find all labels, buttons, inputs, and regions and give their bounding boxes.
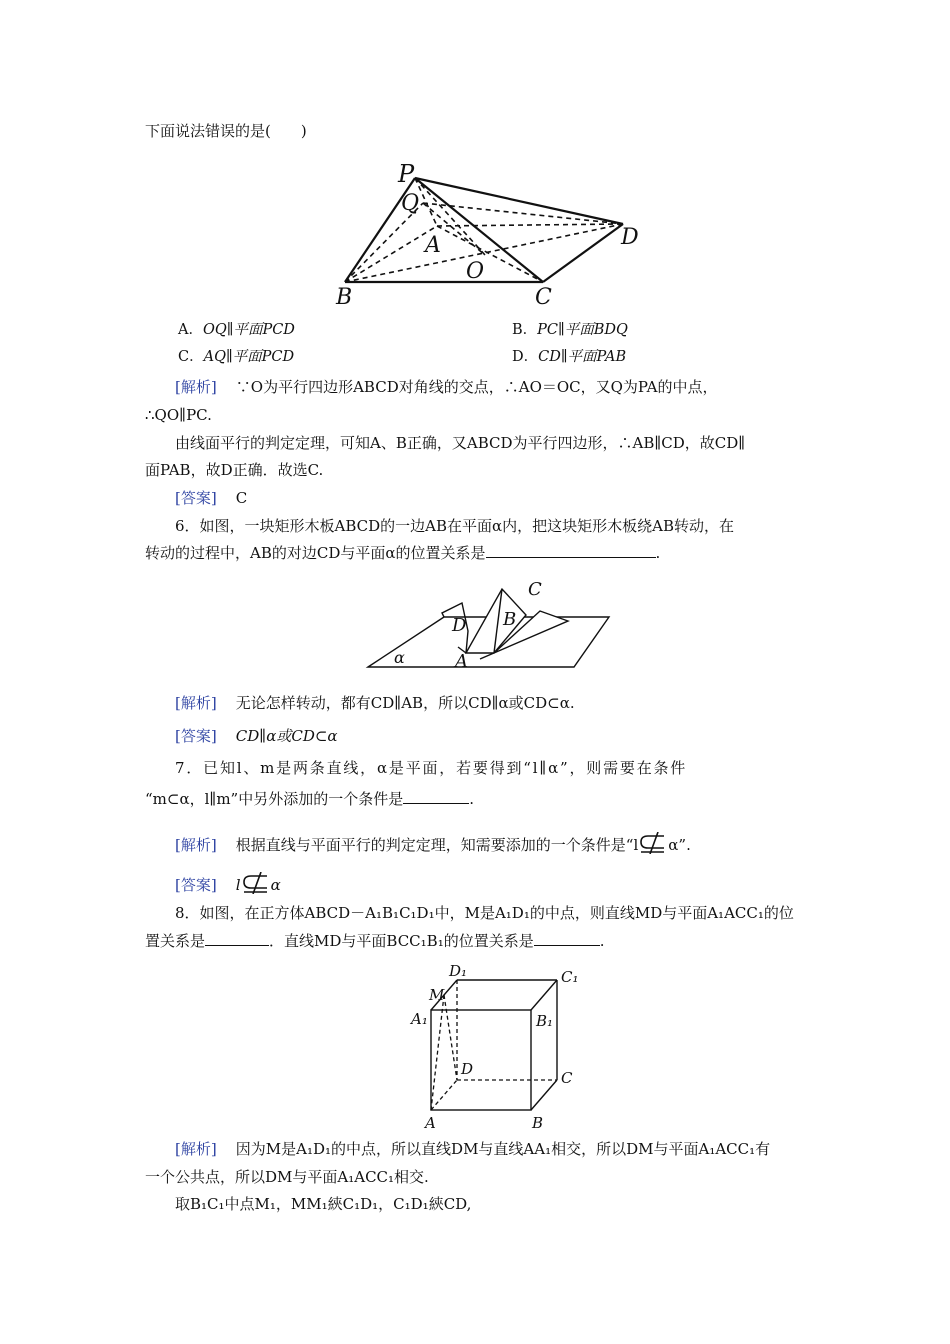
q8-analysis-line1: [解析] 因为M是A₁D₁的中点，所以直线DM与直线AA₁相交，所以DM与平面A₁ACC₁有 xyxy=(175,1140,771,1158)
label-B1: B₁ xyxy=(536,1012,554,1030)
analysis-tag: [解析] xyxy=(175,836,217,854)
answer-tag: [答案] xyxy=(175,876,217,894)
answer-blank xyxy=(486,543,656,558)
q7-answer: [答案] l α xyxy=(175,872,281,895)
q6-stem-line1: 6．如图，一块矩形木板ABCD的一边AB在平面α内，把这块矩形木板绕AB转动，在 xyxy=(175,517,735,535)
label-alpha: α xyxy=(394,648,405,667)
q8-analysis-line2: 一个公共点，所以DM与平面A₁ACC₁相交. xyxy=(145,1168,429,1186)
q8-stem-line2: 置关系是 ．直线MD与平面BCC₁B₁的位置关系是 . xyxy=(145,932,605,950)
not-subset-icon xyxy=(241,872,271,894)
q5-analysis-line1: [解析] ∵O为平行四边形ABCD对角线的交点，∴AO＝OC，又Q为PA的中点， xyxy=(175,378,718,396)
label-A: A xyxy=(425,233,441,258)
q5-analysis-line4: 面PAB，故D正确．故选C. xyxy=(145,461,324,479)
label-M: M xyxy=(429,986,445,1004)
q8-analysis-line3: 取B₁C₁中点M₁，MM₁綊C₁D₁，C₁D₁綊CD, xyxy=(175,1195,472,1213)
option-c: C．AQ∥平面PCD xyxy=(178,349,295,365)
label-C: C xyxy=(561,1069,573,1087)
label-A: A xyxy=(425,1114,436,1132)
label-C: C xyxy=(528,579,542,600)
q7-stem-line2: “m⊂α，l∥m”中另外添加的一个条件是 . xyxy=(145,790,474,808)
cube-figure xyxy=(405,962,585,1132)
answer-blank xyxy=(205,931,269,946)
answer-tag: [答案] xyxy=(175,489,217,507)
q8-stem-line1: 8．如图，在正方体ABCD－A₁B₁C₁D₁中，M是A₁D₁的中点，则直线MD与平面A₁ACC₁的位 xyxy=(175,904,794,922)
option-d: D．CD∥平面PAB xyxy=(512,349,627,365)
label-A: A xyxy=(455,651,468,672)
label-C: C xyxy=(535,285,552,308)
analysis-tag: [解析] xyxy=(175,378,217,396)
label-O: O xyxy=(466,259,485,284)
analysis-tag: [解析] xyxy=(175,694,217,712)
answer-blank xyxy=(534,931,600,946)
label-D: D xyxy=(461,1060,474,1078)
label-D: D xyxy=(452,615,467,636)
answer-blank xyxy=(403,789,469,804)
board-figure xyxy=(360,575,615,675)
label-B: B xyxy=(532,1114,544,1132)
not-subset-icon xyxy=(638,832,668,854)
q6-answer: [答案] CD∥α或CD⊂α xyxy=(175,727,338,745)
option-a: A．OQ∥平面PCD xyxy=(178,322,295,338)
label-P: P xyxy=(398,160,415,188)
label-D1: D₁ xyxy=(449,962,468,980)
label-B: B xyxy=(336,285,353,308)
q5-analysis-line2: ∴QO∥PC. xyxy=(145,406,212,424)
analysis-tag: [解析] xyxy=(175,1140,217,1158)
q7-stem-line1: 7．已知l、m是两条直线，α是平面，若要得到“l∥α”，则需要在条件 xyxy=(175,759,688,777)
q5-stem: 下面说法错误的是( ) xyxy=(145,122,307,140)
pyramid-figure xyxy=(325,158,650,308)
q6-stem-line2: 转动的过程中，AB的对边CD与平面α的位置关系是 . xyxy=(145,544,661,562)
answer-tag: [答案] xyxy=(175,727,217,745)
label-D: D xyxy=(621,225,639,250)
label-B: B xyxy=(503,609,517,630)
q7-analysis: [解析] 根据直线与平面平行的判定定理，知需要添加的一个条件是“l α”. xyxy=(175,832,691,855)
option-b: B．PC∥平面BDQ xyxy=(512,322,628,338)
label-Q: Q xyxy=(401,191,420,216)
label-A1: A₁ xyxy=(411,1010,428,1028)
q6-analysis: [解析] 无论怎样转动，都有CD∥AB，所以CD∥α或CD⊂α. xyxy=(175,694,575,712)
q5-analysis-line3: 由线面平行的判定定理，可知A、B正确，又ABCD为平行四边形，∴AB∥CD，故CD∥ xyxy=(175,434,746,452)
label-C1: C₁ xyxy=(561,968,579,986)
q5-answer: [答案] C xyxy=(175,489,248,507)
